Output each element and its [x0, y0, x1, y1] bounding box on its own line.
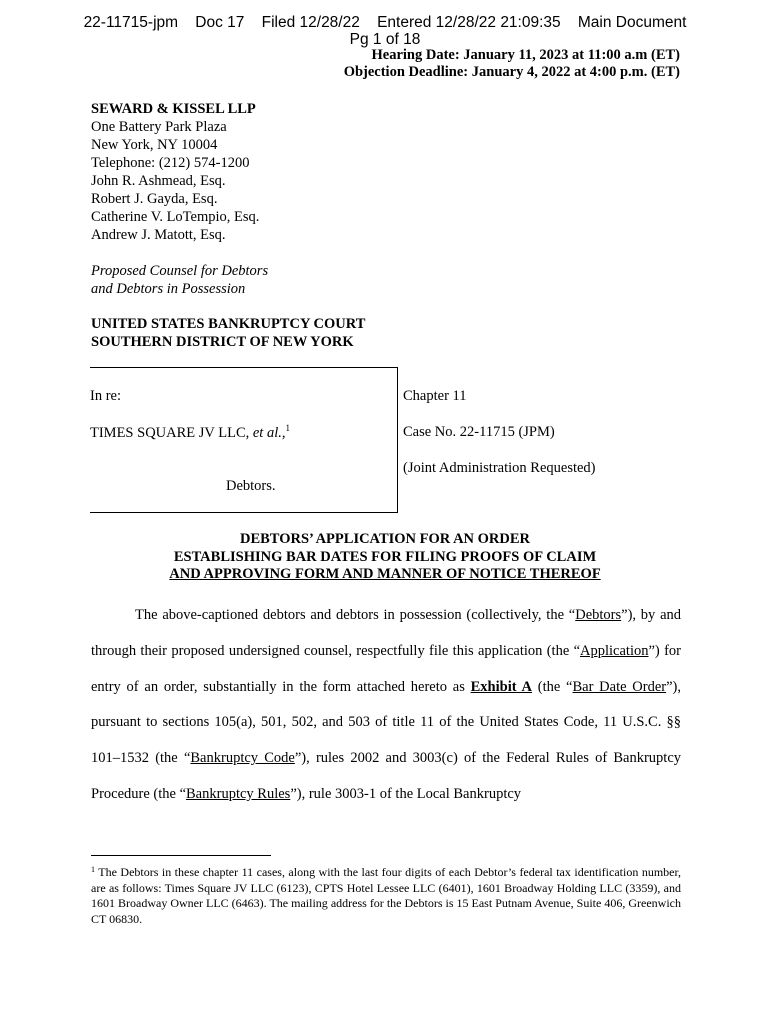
- footnote-divider: [91, 855, 271, 856]
- footnote: [91, 862, 681, 927]
- body-paragraph: [91, 598, 681, 813]
- text-run: ”), rules 2002 and 3003(c) of the Federal Rules of Bankruptcy Procedure (the “: [91, 750, 681, 802]
- attorney-name: Catherine V. LoTempio, Esq.: [91, 209, 260, 225]
- joint-administration: (Joint Administration Requested): [403, 460, 596, 476]
- text-run: ”) for entry of an order, substantially in the form attached hereto as: [91, 642, 681, 695]
- defined-term-debtors: Debtors: [575, 607, 622, 623]
- attorney-name: Robert J. Gayda, Esq.: [91, 191, 218, 207]
- court-name-line1: UNITED STATES BANKRUPTCY COURT: [91, 316, 366, 332]
- defined-term-bankruptcy-code: Bankruptcy Code: [190, 750, 295, 767]
- defined-term-application: Application: [580, 642, 649, 659]
- hearing-date: Hearing Date: January 11, 2023 at 11:00 a.m (ET): [371, 47, 680, 63]
- attorney-name: John R. Ashmead, Esq.: [91, 173, 226, 189]
- in-re-label: In re:: [90, 388, 121, 404]
- hearing-info: [344, 47, 680, 81]
- firm-name: SEWARD & KISSEL LLP: [91, 101, 256, 117]
- firm-address-line2: New York, NY 10004: [91, 137, 218, 153]
- et-al: et al.,: [252, 425, 286, 441]
- case-number: Case No. 22-11715 (JPM): [403, 424, 555, 440]
- text-run: (the “: [531, 678, 573, 695]
- counsel-block: [91, 100, 259, 244]
- debtor-name: [90, 423, 290, 442]
- title-line1: DEBTORS’ APPLICATION FOR AN ORDER: [239, 531, 531, 547]
- footnote-ref: 1: [285, 423, 290, 433]
- firm-telephone: Telephone: (212) 574-1200: [91, 155, 250, 171]
- document-title: [0, 531, 770, 584]
- text-run: ”), pursuant to sections 105(a), 501, 502, and 503 of title 11 of the United States Code, 11 U.S.C. §§ 101–1532 (the “: [91, 678, 682, 767]
- text-run: ”), rule 3003-1 of the Local Bankruptcy: [290, 785, 522, 802]
- ecf-page-count: Pg 1 of 18: [349, 31, 421, 48]
- defined-term-bankruptcy-rules: Bankruptcy Rules: [186, 785, 291, 802]
- court-name: [91, 315, 365, 351]
- title-line3: AND APPROVING FORM AND MANNER OF NOTICE THEREOF: [169, 566, 601, 582]
- counsel-role: [91, 262, 268, 298]
- chapter-label: Chapter 11: [403, 388, 467, 404]
- attorney-name: Andrew J. Matott, Esq.: [91, 227, 226, 243]
- body-text: [91, 598, 681, 813]
- text-run: ”), by and through their proposed undersigned counsel, respectfully file this application (the “: [91, 607, 682, 659]
- text-run: The above-captioned debtors and debtors in possession (collectively, the “: [135, 607, 576, 623]
- footnote-marker: 1: [91, 865, 95, 874]
- firm-address-line1: One Battery Park Plaza: [91, 119, 227, 135]
- counsel-role-line1: Proposed Counsel for Debtors: [91, 263, 269, 279]
- exhibit-reference: Exhibit A: [470, 678, 532, 695]
- counsel-role-line2: and Debtors in Possession: [91, 281, 246, 297]
- footnote-text: The Debtors in these chapter 11 cases, along with the last four digits of each Debtor’s federal tax identification number, are as follows: Times Square JV LLC (6123), CPTS Hotel Lessee LLC (6401), 1601 Broadway Holding LLC (3359), and 1601 Broadway Owner LLC (6463). The mailing address for the Debtors is 15 East Putnam Avenue, Suite 406, Greenwich CT 06830.: [91, 865, 681, 926]
- court-name-line2: SOUTHERN DISTRICT OF NEW YORK: [91, 334, 354, 350]
- case-caption-box: [90, 367, 398, 513]
- debtor-name-text: TIMES SQUARE JV LLC,: [90, 425, 250, 441]
- objection-deadline: Objection Deadline: January 4, 2022 at 4:00 p.m. (ET): [343, 64, 680, 80]
- title-line2: ESTABLISHING BAR DATES FOR FILING PROOFS OF CLAIM: [173, 548, 597, 565]
- ecf-filing-stamp: 22-11715-jpm Doc 17 Filed 12/28/22 Entered 12/28/22 21:09:35 Main Document: [83, 14, 687, 31]
- defined-term-bar-date-order: Bar Date Order: [572, 678, 667, 695]
- debtors-label: Debtors.: [226, 478, 276, 494]
- ecf-header: [0, 14, 770, 48]
